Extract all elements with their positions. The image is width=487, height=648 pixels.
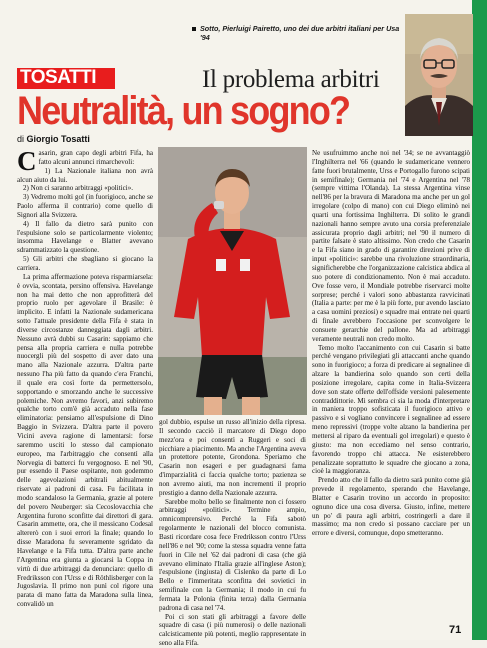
article-paragraph: Temo molto l'accanimento con cui Casarin si batte perché vengano privilegiati gli attaccanti anche quando sono in fuorigioco; a forza di predicare ai segnalinee di alzare la bandierina solo quando son certi della posizione irregolare, capita come in Italia-Svizzera dove son state offerte dell'offside versioni palesemente contraddittorie. Mi sembra ci sia la moda d'interpretare in maniera troppo sofisticata il fuorigioco attivo e passivo e si vogliano convincere i segnalinee ad essere meno repressivi (troppe volte alzano la bandierina per mettersi al riparo da eventuali gol irregolari) e questo è giusto: ma non eccediamo nel senso contrario, favorendo troppo chi attacca. Ne esisterebbero penalizzate soprattutto le squadre che giocano a zona, cioè la maggioranza.	[312, 343, 470, 476]
article-paragraph: La prima affermazione poteva risparmiarsela: è ovvia, scontata, persino offensiva. Havelange non ha mai detto che non approfitterà del proprio ruolo per agevolare il Brasile: è implicito. E infatti la Nazionale sudamericana sotto l'attuale presidente della Fifa è stata in diverse circostanze danneggiata dagli arbitri. Nessuno avrà dubbi su Casarin: sappiamo che pensa alla propria carriera e nulla potrebbe nuocergli più del sospetto di aver dato una mano alla Nazionale azzurra. D'altra parte nessuno l'ha più fatto da quando c'era Franchi, il quale era così forte da permettersolo, sopportando e smorzando anche le successive polemiche. Non avremo favori, anzi subiremo qualche torto com'è già accaduto nella fase eliminatoria: pensiamo all'espulsione di Dino Baggio in Svizzera. D'altra parte il povero Vicini aveva ragione di lamentarsi: forse saremmo usciti lo stesso dal campionato europeo, ma l'arbitraggio che consentì alla Norvegia di batterci fu vergognoso. E nel '90, pur essendo il Paese ospitante, non godemmo delle agevolazioni arbitrali abitualmente riservate ai padroni di casa. Fu facilitata in modo scandaloso la Germania, grazie al potere del povero Neuberger: sia Cecoslovacchia che Argentina furono sconfitte dai direttori di gara. Casarin ammette, ora, che il messicano Codesal altererò con i suoi errori la finale; quando lo disse Maradona fu severamente sgridato da Havelange e la Fifa tutta. D'altra parte anche l'Argentina era giunta a giocarsi la Coppa in virtù di due arbitraggi da denunciare: quello di Fredriksson con l'Urss e di Röthlisberger con la Jugoslavia. Il primo non punì col rigore una parata di mano fatta da Maradona sulla linea, convalidò un	[17, 272, 153, 609]
article-paragraph: Sarebbe molto bello se finalmente non ci fossero arbitraggi «politici». Termine ampio, omnicomprensivo. Perché la Fifa sabotò regolarmente le nazionali del blocco comunista. Basti ricordare cosa fece Fredriksson contro l'Urss nell'86 e nel '90; come la stessa squadra venne fatta fuori in Cile nel '62 dai padroni di casa (che già avevano eliminato l'Italia grazie all'inglese Aston); l'espulsione (ingiusta) di Cislenko da parte di Lo Bello e l'immeritata sconfitta dei sovietici in semifinale con la Germania; il modo in cui fu fermata la Polonia (finita terza) dalla Germania padrona di casa nel '74.	[159, 497, 306, 612]
byline	[17, 134, 90, 144]
drop-cap: C	[17, 146, 37, 176]
author-photo	[405, 14, 473, 136]
page-edge-stripe	[472, 0, 487, 640]
article-paragraph: gol dubbio, espulse un russo all'inizio della ripresa. Il secondo cacciò il marcatore di Diego dopo mezz'ora e poi consentì a Ruggeri e soci di picchiare a piacimento. Ma anche l'Argentina aveva un protettore potente, Grondona. Speriamo che Casarin non esageri e per guadagnarsi fama d'imparzialità ci faccia qualche torto; pazienza se non avremo aiuti, ma non incrementi il proprio prestigio a danno della Nazionale azzurra.	[159, 418, 306, 497]
article-paragraph: 1) La Nazionale italiana non avrà alcun aiuto da lui.	[17, 166, 153, 184]
article-paragraph: 5) Gli arbitri che sbagliano si giocano la carriera.	[17, 255, 153, 272]
article-paragraph: Prendo atto che il fallo da dietro sarà punito come già prevede il regolamento, sperando che Havelange, Blatter e Casarin trovino un accordo in proposito: ognuno dice una cosa diversa. Giusto, infine, mettere un po' di paura agli arbitri, costringerli a dare il massimo; ma non credo si possano cacciare per un errore e diversi, comunque, dopo smetteranno.	[312, 476, 470, 538]
headline: Neutralità, un sogno?	[17, 89, 350, 133]
article-paragraph: 3) Vedremo molti gol (in fuorigioco, anche se Paolo afferma il contrario) come quello di Signori alla Svizzera.	[17, 193, 153, 219]
referee-illustration	[158, 147, 307, 415]
photo-caption: Sotto, Pierluigi Pairetto, uno dei due arbitri italiani per Usa '94	[200, 24, 400, 42]
kicker-title: Il problema arbitri	[202, 66, 380, 93]
page-number: 71	[449, 624, 462, 636]
article-paragraph: Poi ci son stati gli arbitraggi a favore delle squadre di casa (i più numerosi) o delle nazionali calcisticamente più potenti, meglio rappresentate in seno alla Fifa.	[159, 612, 306, 648]
column-brand: TOSATTI	[20, 67, 97, 88]
article-column-2	[159, 418, 306, 648]
article-column-1	[17, 146, 153, 633]
article-paragraph: Ne usufruimmo anche noi nel '34; se ne avvantaggiò l'Inghilterra nel '66 (quando le sudamericane vennero fatte fuori brutalmente, Urss e Portogallo furono scipati in semifinale); Germania nel '74 e Argentina nel '78 (sempre vittima l'Olanda). La stessa Argentina vinse nell'86 per la bravura di Maradona ma anche per un gol irregolare (colpo di mano) con cui Diego eliminò nei quarti una fortissima Inghilterra. Di solito le grandi nazionali hanno sempre avuto una corsia preferenziale assicurata proprio dagli arbitri; nel '90 il numero di partite falsate è stato altissimo. Non credo che Casarin e la Fifa siano in grado di garantire direzioni prive di input «politici»: sarebbe una rivoluzione straordinaria, significherebbe che l'organizzazione calcistica abdica al suo potere di condizionamento. Non è mai accaduto. Ove fosse vero, il Mondiale potrebbe riservarci molte sorprese; perché i valori sono abbastanza ravvicinati (Italia a parte: per me è la più forte, pur avendo lasciato a casa uomini preziosi) e squadre mai entrate nei quarti di finale avrebbero l'occasione per sconvolgere le consuete gerarchie del pallone. Ma ad arbitraggi veramente neutrali non credo molto.	[312, 149, 470, 343]
author-portrait-illustration	[405, 14, 473, 136]
article-paragraph: Casarin, gran capo degli arbitri Fifa, ha fatto alcuni annunci rimarchevoli:	[17, 146, 153, 176]
article-column-3	[312, 149, 470, 635]
referee-photo	[158, 147, 307, 415]
article-paragraph: 4) Il fallo da dietro sarà punito con l'espulsione solo se particolarmente violento; insomma Havelange e Blatter avevano sdrammatizzato la questione.	[17, 219, 153, 255]
article-paragraph: 2) Non ci saranno arbitraggi «politici».	[23, 184, 133, 193]
byline-prefix: di	[17, 134, 25, 144]
byline-author: Giorgio Tosatti	[26, 134, 90, 144]
